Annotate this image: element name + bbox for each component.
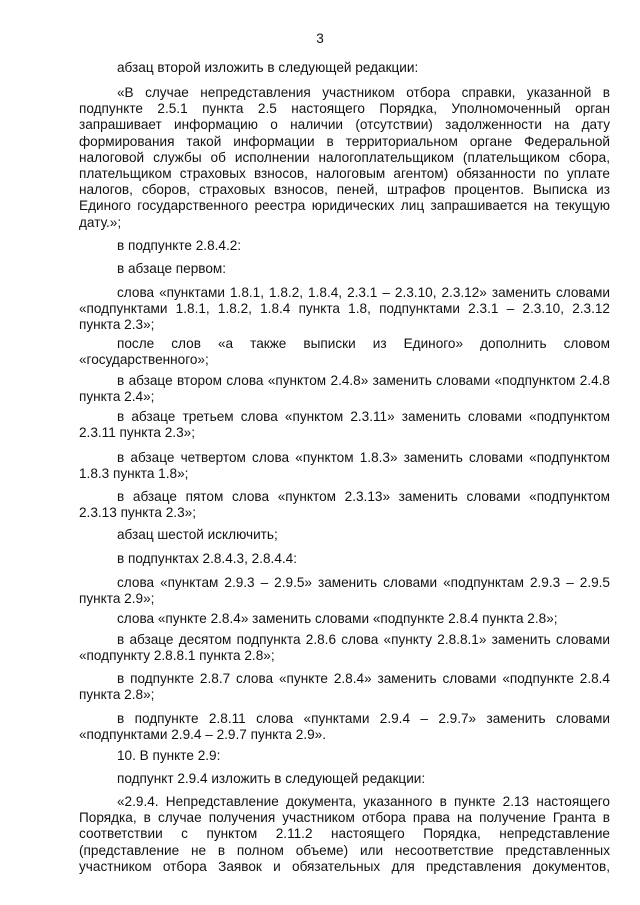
paragraph: в абзаце первом: — [117, 261, 227, 276]
paragraph: 10. В пункте 2.9: — [117, 748, 221, 763]
paragraph: в абзаце десятом подпункта 2.8.6 слова «пункту 2.8.8.1» заменить словами «подпункту 2.8.8.1 пункта 2.8»; — [79, 632, 610, 664]
paragraph: абзац второй изложить в следующей редакции: — [117, 60, 419, 75]
paragraph: абзац шестой исключить; — [117, 527, 278, 542]
paragraph: в подпункте 2.8.7 слова «пункте 2.8.4» заменить словами «подпункте 2.8.4 пункта 2.8»; — [79, 671, 610, 703]
paragraph: в подпунктах 2.8.4.3, 2.8.4.4: — [117, 551, 297, 566]
paragraph: «2.9.4. Непредставление документа, указанного в пункте 2.13 настоящего Порядка, в случае получения участником отбора права на получение Гранта в соответствии с пунктом 2.11.2 настоящего Порядка, непредставление (представление не в полном объеме) или несоответствие представленных участником отбора Заявок и обязательных для представления документов, — [79, 794, 610, 874]
paragraph: «В случае непредставления участником отбора справки, указанной в подпункте 2.5.1 пункта 2.5 настоящего Порядка, Уполномоченный орган запрашивает информацию о наличии (отсутствии) задолженности на дату формирования такой информации в территориальном органе Федеральной налоговой службы об исполнении налогоплательщиком (плательщиком сбора, плательщиком страховых взносов, налоговым агентом) обязанности по уплате налогов, сборов, страховых взносов, пеней, штрафов процентов. Выписка из Единого государственного реестра юридических лиц запрашивается на текущую дату.»; — [79, 85, 610, 230]
paragraph: подпункт 2.9.4 изложить в следующей редакции: — [117, 771, 426, 786]
page-number: 3 — [316, 31, 324, 46]
paragraph: в подпункте 2.8.4.2: — [117, 238, 242, 253]
paragraph: в абзаце втором слова «пунктом 2.4.8» заменить словами «подпунктом 2.4.8 пункта 2.4»; — [79, 373, 610, 405]
paragraph: в абзаце третьем слова «пунктом 2.3.11» заменить словами «подпунктом 2.3.11 пункта 2.3»; — [79, 409, 610, 441]
paragraph: слова «пунктам 2.9.3 – 2.9.5» заменить словами «подпунктам 2.9.3 – 2.9.5 пункта 2.9»; — [79, 575, 610, 607]
paragraph: слова «пунктами 1.8.1, 1.8.2, 1.8.4, 2.3.1 – 2.3.10, 2.3.12» заменить словами «подпунктами 1.8.1, 1.8.2, 1.8.4 пункта 1.8, подпунктами 2.3.1 – 2.3.10, 2.3.12 пункта 2.3»; — [79, 285, 610, 333]
paragraph: после слов «а также выписки из Единого» дополнить словом «государственного»; — [79, 336, 610, 368]
paragraph: в подпункте 2.8.11 слова «пунктами 2.9.4 – 2.9.7» заменить словами «подпунктами 2.9.4 – 2.9.7 пункта 2.9». — [79, 711, 610, 743]
paragraph: слова «пункте 2.8.4» заменить словами «подпункте 2.8.4 пункта 2.8»; — [117, 611, 558, 626]
paragraph: в абзаце пятом слова «пунктом 2.3.13» заменить словами «подпунктом 2.3.13 пункта 2.3»; — [79, 489, 610, 521]
paragraph: в абзаце четвертом слова «пунктом 1.8.3» заменить словами «подпунктом 1.8.3 пункта 1.8»; — [79, 450, 610, 482]
